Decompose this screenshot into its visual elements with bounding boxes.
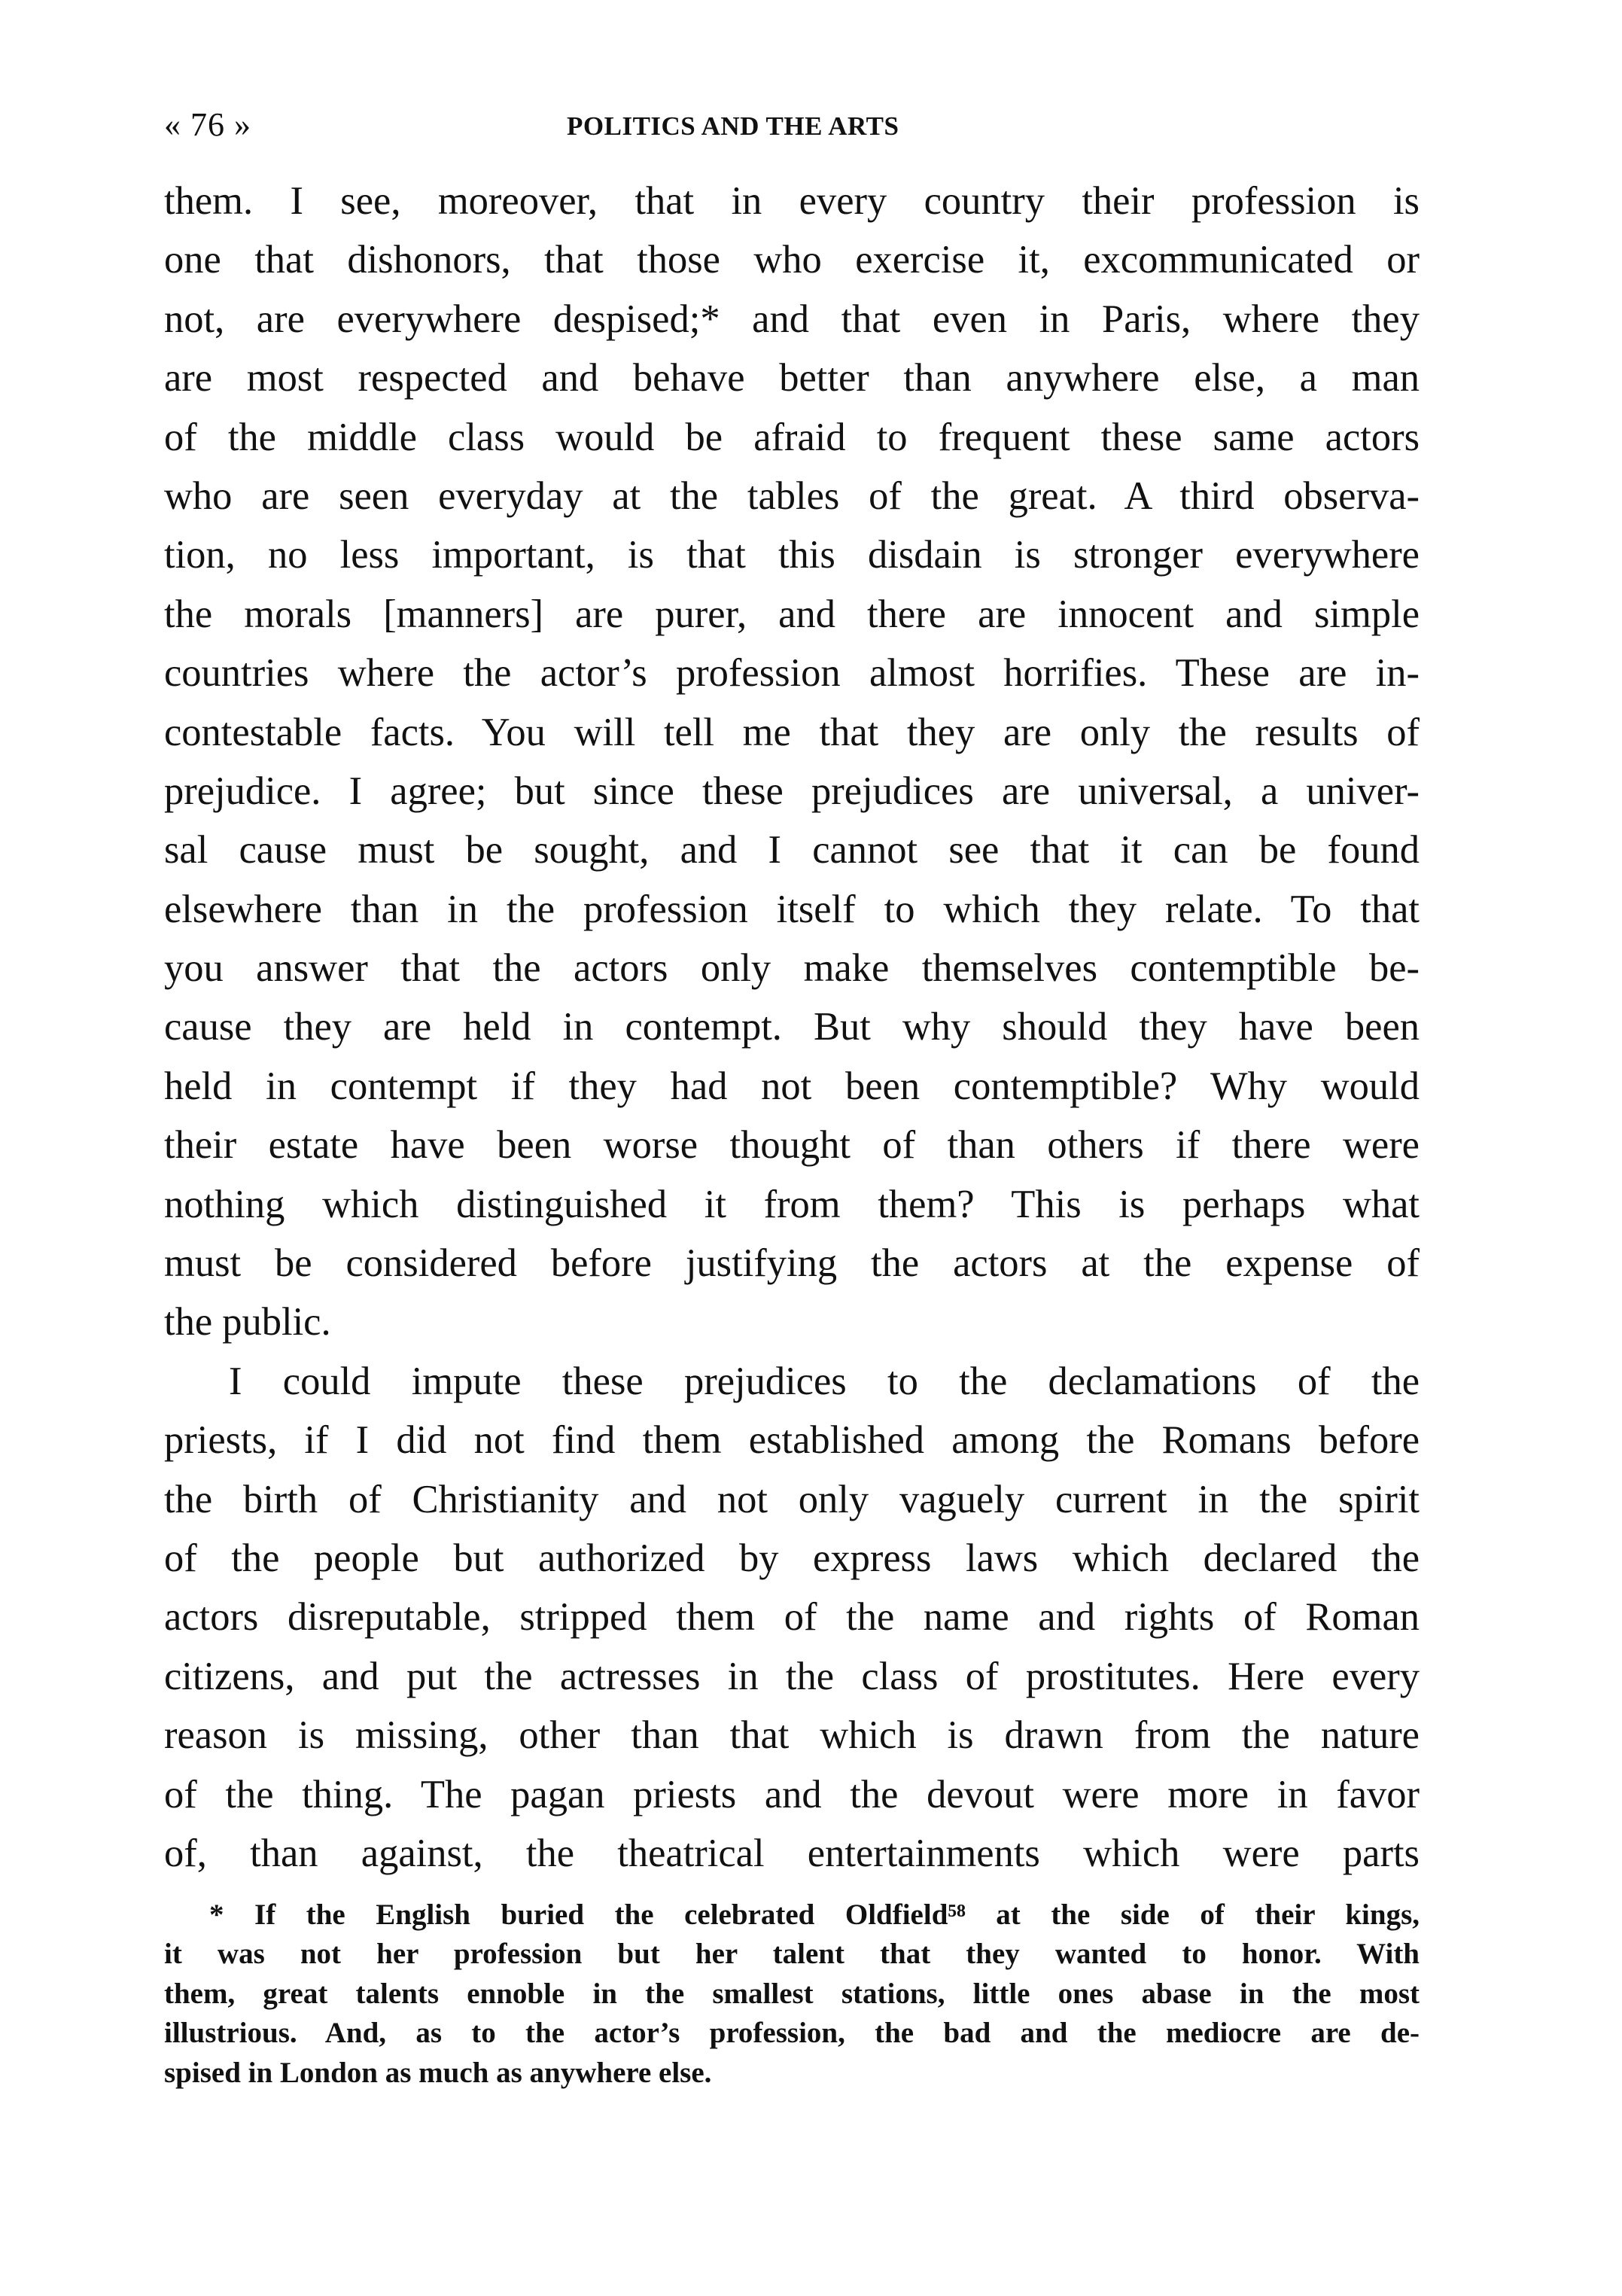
text-line: their estate have been worse thought of than others if there were — [164, 1123, 1420, 1168]
footnote — [164, 1896, 1420, 2093]
footnote-line: illustrious. And, as to the actor’s profession, the bad and the mediocre are de- — [164, 2017, 1420, 2050]
footnote-line: it was not her profession but her talent that they wanted to honor. With — [164, 1938, 1420, 1971]
text-line: must be considered before justifying the actors at the expense of — [164, 1241, 1420, 1286]
text-line: of the people but authorized by express laws which declared the — [164, 1536, 1420, 1580]
text-line: are most respected and behave better than anywhere else, a man — [164, 356, 1420, 400]
text-line: them. I see, moreover, that in every country their profession is — [164, 179, 1420, 223]
text-line: nothing which distinguished it from them? This is perhaps what — [164, 1182, 1420, 1226]
text-line: not, are everywhere despised;* and that even in Paris, where they — [164, 297, 1420, 341]
text-line: elsewhere than in the profession itself to which they relate. To that — [164, 887, 1420, 931]
text-line: actors disreputable, stripped them of the name and rights of Roman — [164, 1595, 1420, 1640]
text-line: citizens, and put the actresses in the class of prostitutes. Here every — [164, 1654, 1420, 1698]
text-line: the public. — [164, 1300, 331, 1344]
text-line: held in contempt if they had not been contemptible? Why would — [164, 1064, 1420, 1108]
footnote-line: them, great talents ennoble in the smallest stations, little ones abase in the most — [164, 1977, 1420, 2010]
text-line: tion, no less important, is that this disdain is stronger everywhere — [164, 533, 1420, 577]
text-line: priests, if I did not find them established among the Romans before — [164, 1418, 1420, 1463]
text-line: of the thing. The pagan priests and the devout were more in favor — [164, 1772, 1420, 1816]
text-line: sal cause must be sought, and I cannot see that it can be found — [164, 828, 1420, 872]
text-line: prejudice. I agree; but since these prejudices are universal, a univer- — [164, 769, 1420, 813]
text-line: the birth of Christianity and not only vaguely current in the spirit — [164, 1477, 1420, 1521]
text-line: the morals [manners] are purer, and there are innocent and simple — [164, 592, 1420, 636]
footnote-line: spised in London as much as anywhere else. — [164, 2056, 712, 2089]
text-line: cause they are held in contempt. But why should they have been — [164, 1005, 1420, 1049]
text-line: countries where the actor’s profession almost horrifies. These are in- — [164, 651, 1420, 696]
body-text — [164, 172, 1420, 1883]
text-line: I could impute these prejudices to the declamations of the — [229, 1359, 1420, 1403]
running-head — [164, 102, 1421, 148]
text-line: reason is missing, other than that which is drawn from the nature — [164, 1713, 1420, 1758]
text-line: contestable facts. You will tell me that they are only the results of — [164, 710, 1420, 754]
text-line: of the middle class would be afraid to frequent these same actors — [164, 415, 1420, 459]
text-line: one that dishonors, that those who exercise it, excommunicated or — [164, 238, 1420, 282]
footnote-line: * If the English buried the celebrated Oldfield⁵⁸ at the side of their kings, — [209, 1899, 1420, 1931]
page-number: « 76 » — [164, 106, 251, 143]
text-line: of, than against, the theatrical entertainments which were parts — [164, 1831, 1420, 1875]
text-line: you answer that the actors only make themselves contemptible be- — [164, 946, 1420, 991]
running-title: POLITICS AND THE ARTS — [567, 111, 899, 141]
text-line: who are seen everyday at the tables of the great. A third observa- — [164, 474, 1420, 518]
